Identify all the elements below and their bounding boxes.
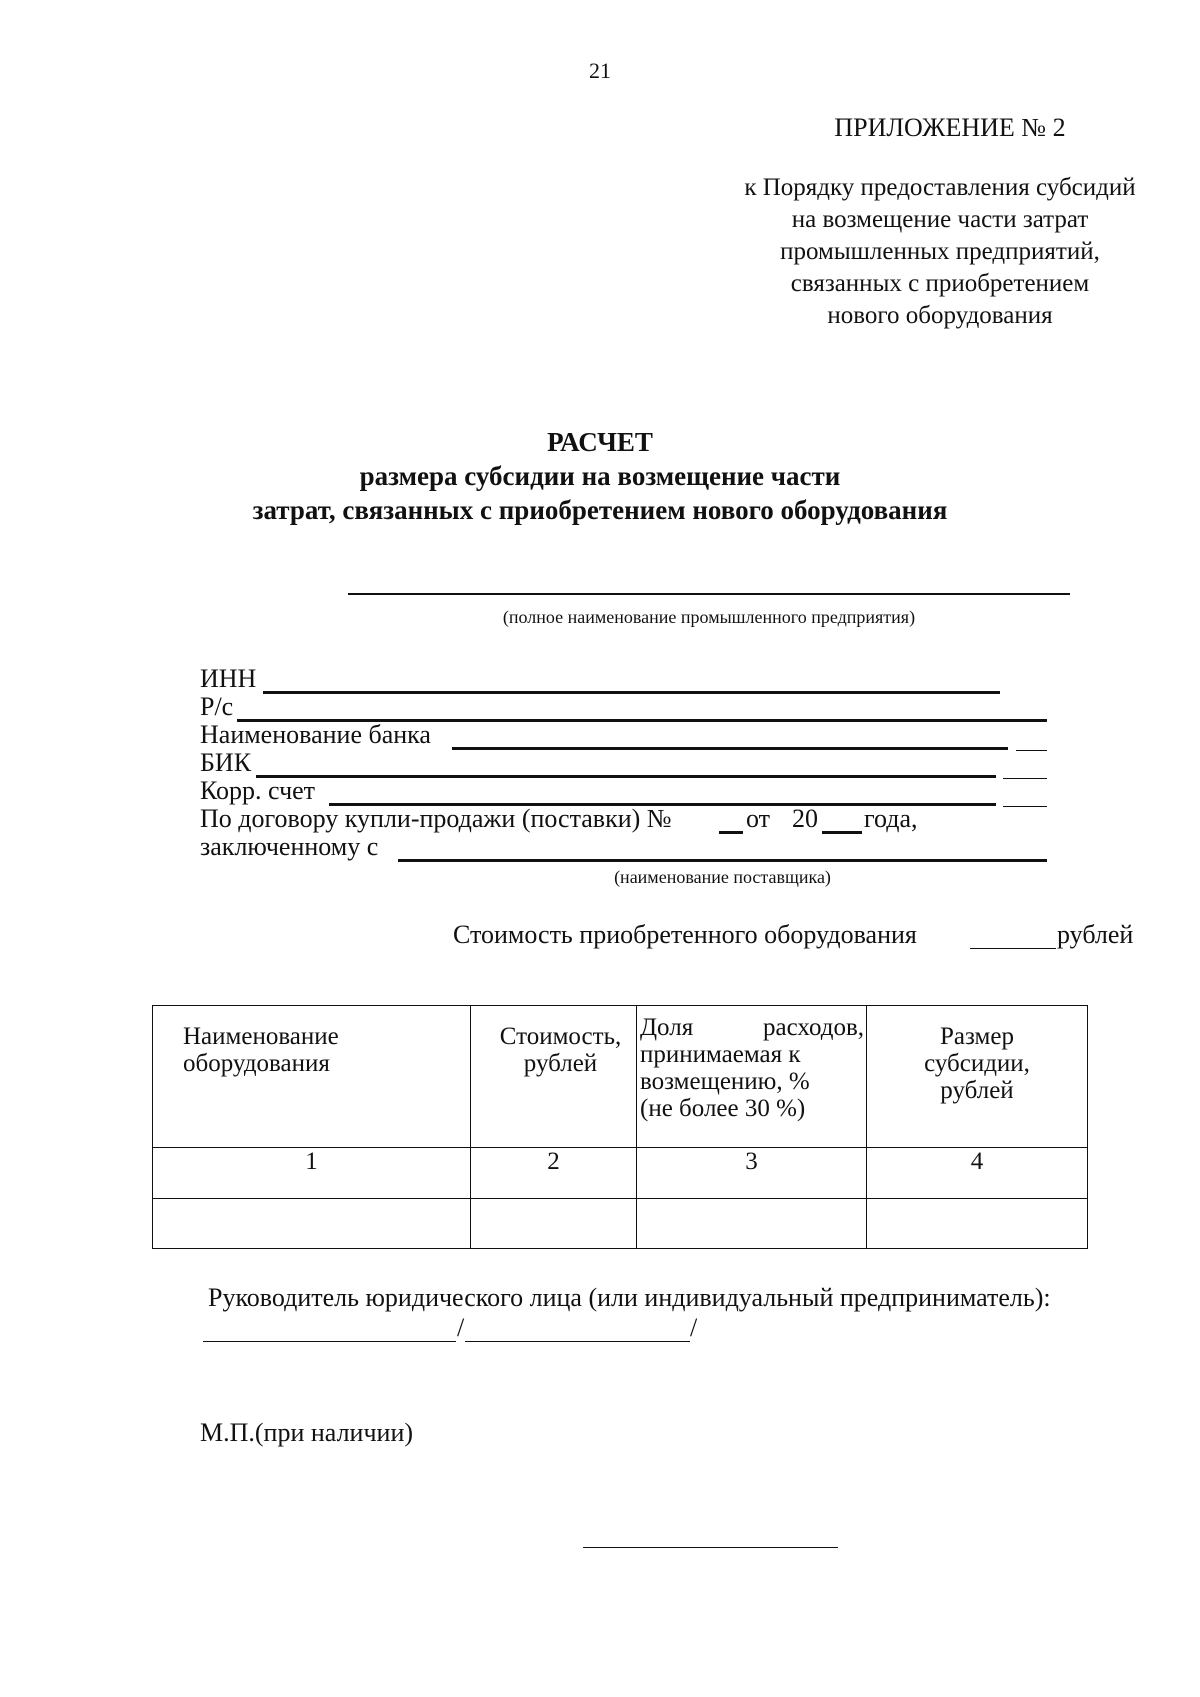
appendix-title: ПРИЛОЖЕНИЕ № 2 bbox=[834, 113, 1066, 142]
table-row bbox=[153, 1199, 1088, 1249]
subsidy-amount-cell[interactable] bbox=[867, 1199, 1088, 1249]
enterprise-name-blank[interactable] bbox=[348, 593, 1070, 595]
bank-name-blank[interactable] bbox=[452, 747, 1008, 750]
contract-from-label: от bbox=[746, 804, 771, 833]
equipment-cost-label: Стоимость приобретенного оборудования bbox=[453, 920, 917, 949]
signature-separator-end: / bbox=[690, 1313, 698, 1342]
appendix-line: связанных с приобретением bbox=[790, 270, 1090, 297]
column-number: 3 bbox=[637, 1148, 867, 1199]
corr-account-label: Корр. счет bbox=[200, 776, 316, 805]
header-subsidy-amount: Размер субсидии, рублей bbox=[867, 1006, 1088, 1148]
contract-year-blank[interactable] bbox=[822, 831, 862, 834]
header-cost: Стоимость, рублей bbox=[471, 1006, 637, 1148]
header-expense-share: Доля расходов, принимаемая к возмещению, % (не более 30 %) bbox=[637, 1006, 867, 1148]
contract-year-prefix: 20 bbox=[792, 804, 818, 833]
contract-year-suffix: года, bbox=[864, 804, 918, 833]
appendix-line: к Порядку предоставления субсидий bbox=[744, 174, 1136, 201]
equipment-cost-unit: рублей bbox=[1057, 920, 1134, 949]
column-number: 4 bbox=[867, 1148, 1088, 1199]
signature-label: Руководитель юридического лица (или индивидуальный предприниматель): bbox=[208, 1283, 1051, 1312]
supplier-blank[interactable] bbox=[398, 859, 1047, 862]
account-label: Р/с bbox=[200, 692, 234, 721]
bik-blank[interactable] bbox=[256, 775, 996, 778]
enterprise-name-caption: (полное наименование промышленного предприятия) bbox=[502, 607, 916, 627]
document-title-line: РАСЧЕТ bbox=[547, 427, 653, 457]
stamp-label: М.П.(при наличии) bbox=[200, 1418, 414, 1447]
table-column-numbers-row bbox=[153, 1148, 1088, 1199]
document-title-line: размера субсидии на возмещение части bbox=[359, 461, 841, 491]
bank-name-label: Наименование банка bbox=[200, 720, 431, 749]
signature-name-blank[interactable] bbox=[465, 1341, 690, 1342]
header-word: расходов, bbox=[763, 1014, 864, 1041]
supplier-caption: (наименование поставщика) bbox=[614, 867, 831, 887]
header-expense-share-line bbox=[640, 1014, 864, 1041]
document-title bbox=[0, 425, 1200, 527]
inn-blank[interactable] bbox=[263, 691, 1000, 694]
corr-account-blank-tail bbox=[1003, 806, 1047, 807]
bank-name-blank-tail bbox=[1016, 750, 1047, 751]
appendix-line: нового оборудования bbox=[827, 302, 1053, 329]
bik-blank-tail bbox=[1003, 778, 1047, 779]
subsidy-calculation-table bbox=[152, 1005, 1088, 1249]
column-number: 2 bbox=[471, 1148, 637, 1199]
cost-cell[interactable] bbox=[471, 1199, 637, 1249]
contract-number-blank[interactable] bbox=[719, 831, 743, 834]
equipment-name-cell[interactable] bbox=[153, 1199, 471, 1249]
equipment-cost-blank[interactable] bbox=[970, 948, 1056, 949]
header-equipment-name: Наименование оборудования bbox=[153, 1006, 471, 1148]
appendix-line: на возмещение части затрат bbox=[791, 206, 1089, 233]
table-header-row bbox=[153, 1006, 1088, 1148]
inn-label: ИНН bbox=[200, 664, 257, 693]
bottom-blank-line bbox=[583, 1547, 838, 1548]
signature-separator: / bbox=[457, 1313, 465, 1342]
appendix-reference bbox=[690, 172, 1190, 332]
bik-label: БИК bbox=[200, 748, 252, 777]
document-title-line: затрат, связанных с приобретением нового оборудования bbox=[252, 495, 948, 525]
header-word: Доля bbox=[640, 1014, 694, 1041]
expense-share-cell[interactable] bbox=[637, 1199, 867, 1249]
page-number: 21 bbox=[589, 58, 611, 83]
column-number: 1 bbox=[153, 1148, 471, 1199]
appendix-line: промышленных предприятий, bbox=[780, 238, 1100, 265]
signature-blank[interactable] bbox=[203, 1341, 456, 1342]
contract-label: По договору купли-продажи (поставки) № bbox=[200, 804, 672, 833]
concluded-with-label: заключенному с bbox=[200, 832, 379, 861]
